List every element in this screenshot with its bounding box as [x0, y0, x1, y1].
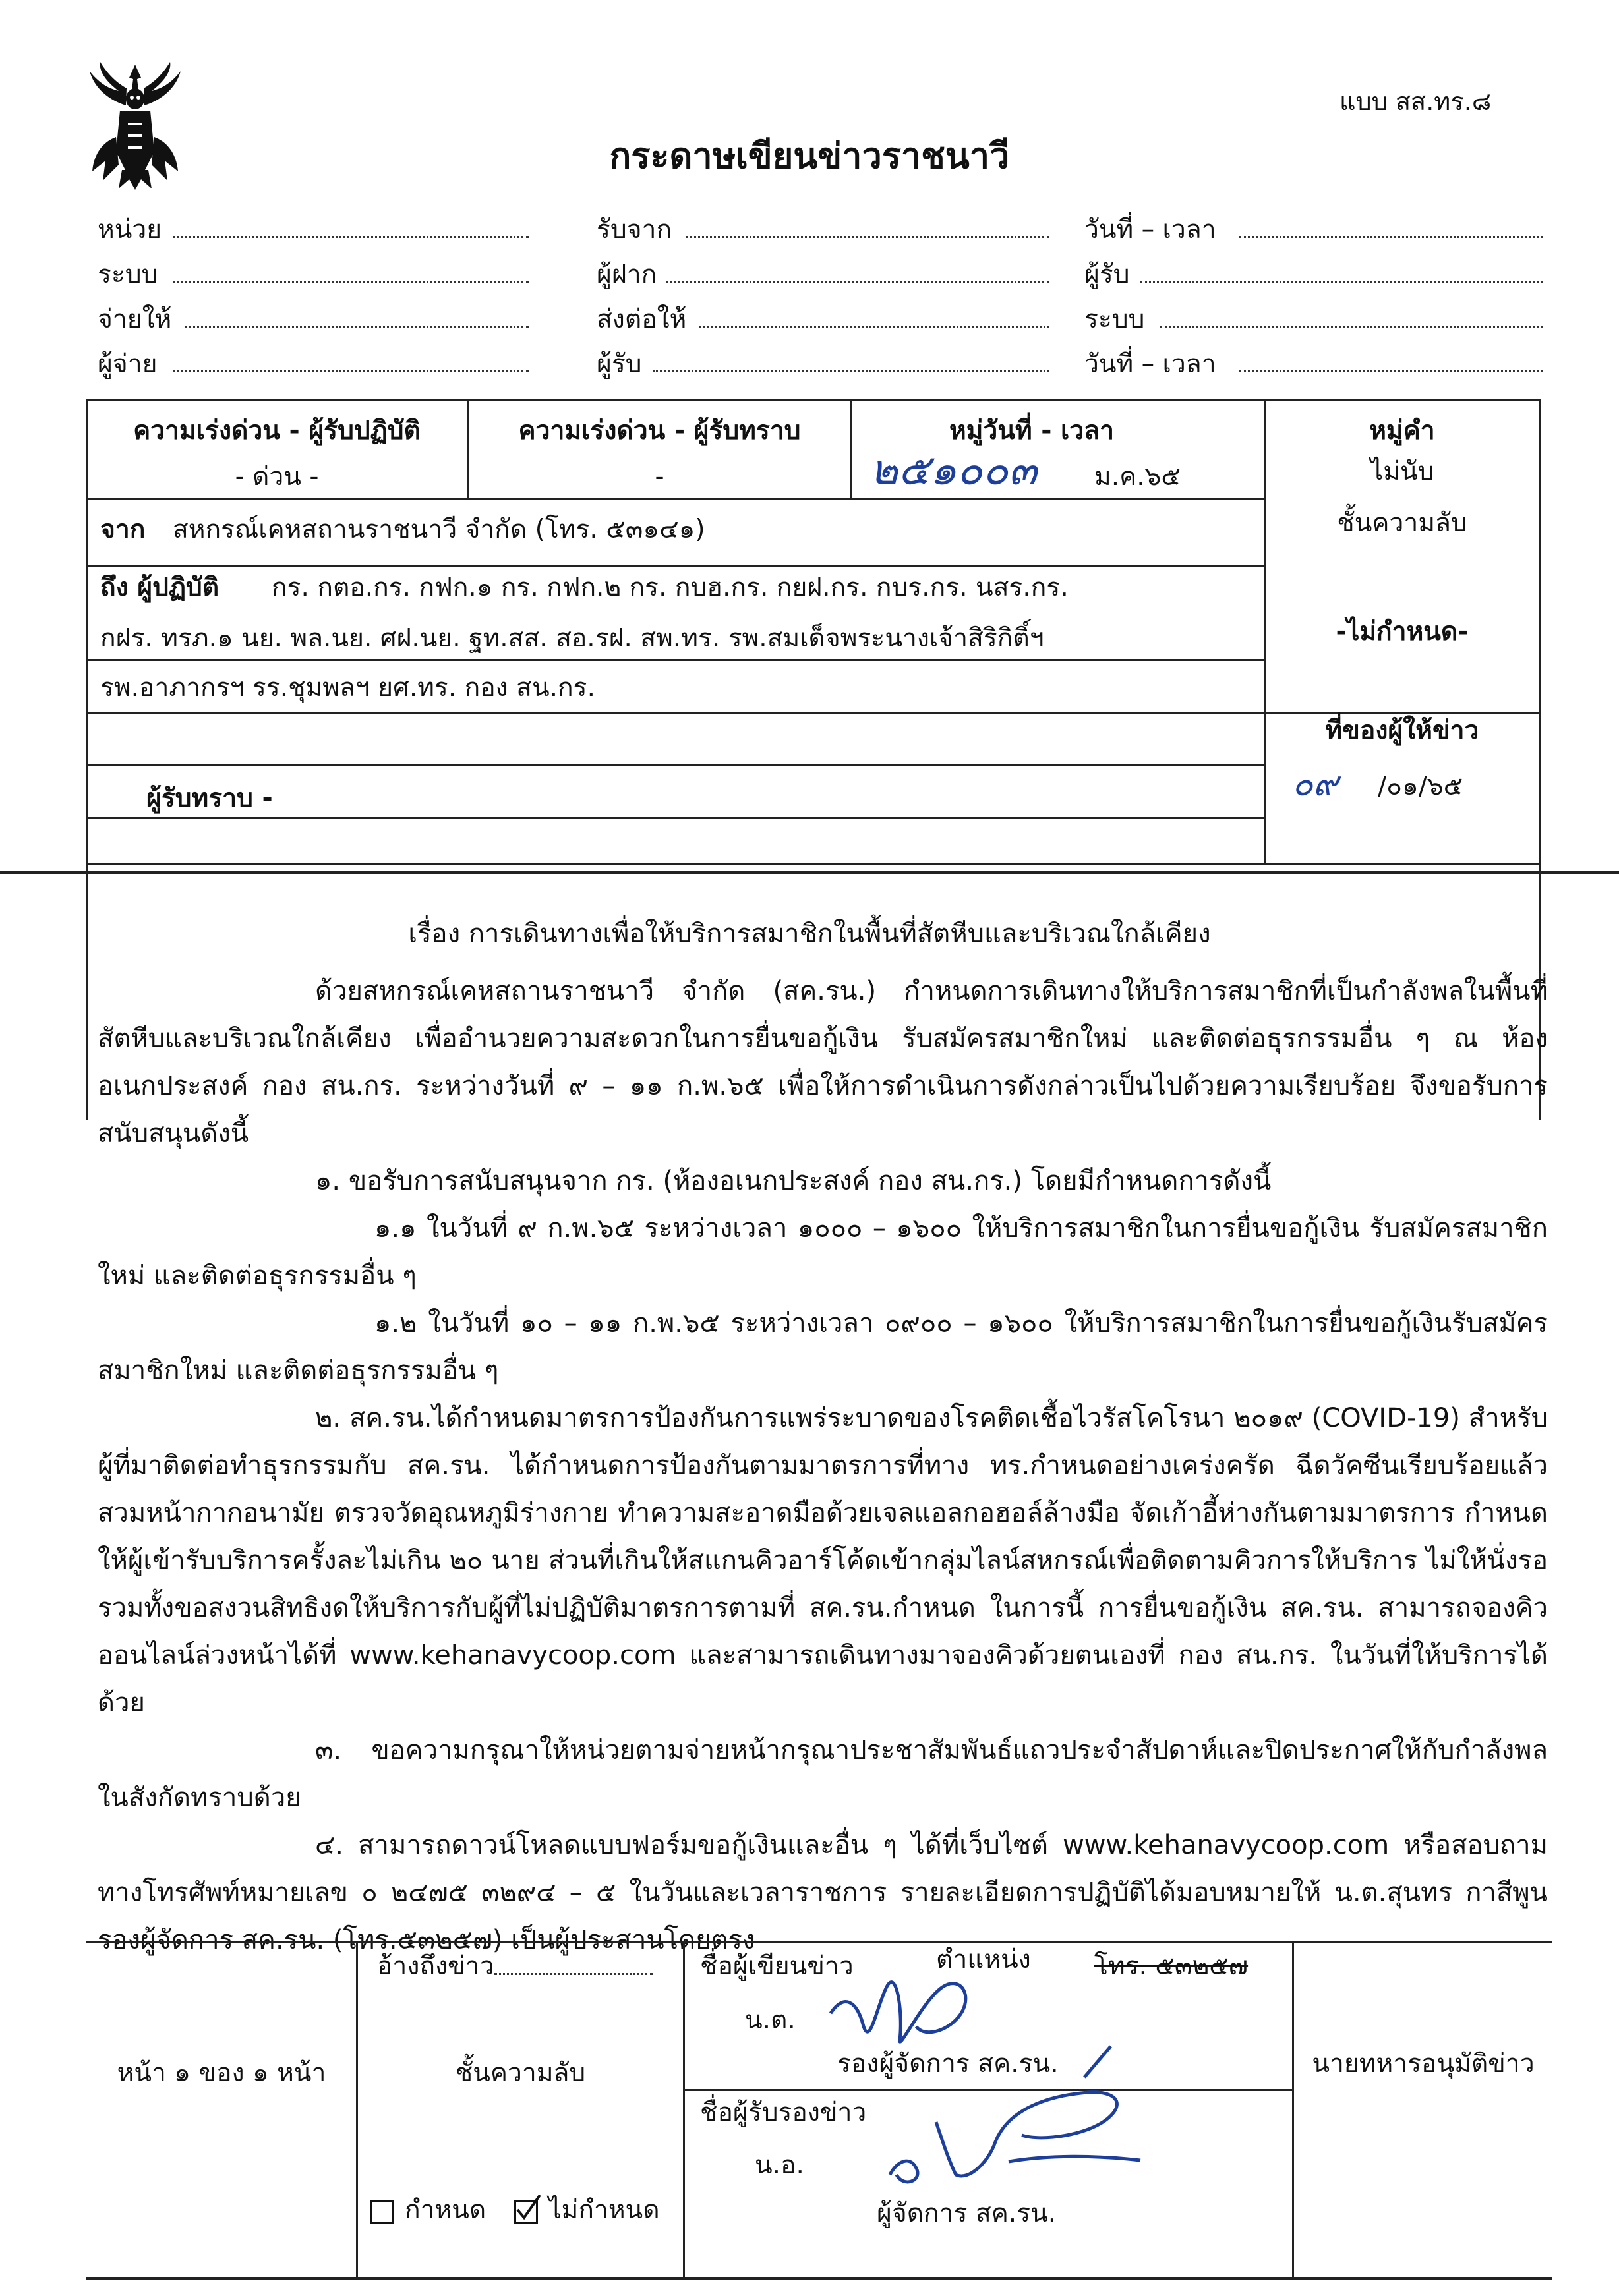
- field-datetime-label: วันที่ – เวลา: [1084, 215, 1216, 244]
- field-received-from-label: รับจาก: [597, 215, 672, 244]
- dtg-month: ม.ค.๖๕: [1094, 462, 1181, 492]
- dtg-handwritten: ๒๕๑๐๐๓: [870, 446, 1038, 495]
- table-top-border: [87, 399, 1539, 401]
- field-receiver-label: ผู้รับ: [597, 349, 642, 379]
- body-item-2: ๒. สค.รน.ได้กำหนดมาตรการป้องกันการแพร่ระบาดของโรคติดเชื้อไวรัสโคโรนา ๒๐๑๙ (COVID-19) สำหรับผู้ที่มาติดต่อทำธุรกรรมกับ สค.รน. ได้กำหนดการป้องกันตามมาตรการที่ทาง ทร.กำหนดอย่างเคร่งครัด ฉีดวัคซีนเรียบร้อยแล้ว สวมหน้ากากอนามัย ตรวจวัดอุณหภูมิร่างกาย ทำความสะอาดมือด้วยเจลแอลกอฮอล์ล้างมือ จัดเก้าอี้ห่างกันตามมาตรการ กำหนดให้ผู้เข้ารับบริการครั้งละไม่เกิน ๒๐ นาย ส่วนที่เกินให้สแกนคิวอาร์โค้ดเข้ากลุ่มไลน์สหกรณ์เพื่อติดตามคิวการให้บริการ ไม่ให้นั่งรอ รวมทั้งขอสงวนสิทธิงดให้บริการกับผู้ที่ไม่ปฏิบัติมาตรการตามที่ สค.รน.กำหนด ในการนี้ การยื่นขอกู้เงิน สค.รน. สามารถจองคิวออนไลน์ล่วงหน้าได้ที่ www.kehanavycoop.com และสามารถเดินทางมาจองคิวด้วยตนเองที่ กอง สน.กร. ในวันที่ให้บริการได้ด้วย: [98, 1403, 1548, 1718]
- row-divider-7: [87, 863, 1539, 865]
- field-datetime-dots[interactable]: [1239, 236, 1543, 238]
- writer-signature-icon: [824, 1961, 995, 2059]
- field-unit-dots[interactable]: [173, 236, 529, 238]
- body-intro: ด้วยสหกรณ์เคหสถานราชนาวี จำกัด (สค.รน.) กำหนดการเดินทางให้บริการสมาชิกที่เป็นกำลังพลในพื้นที่สัตหีบและบริเวณใกล้เคียง เพื่ออำนวยความสะดวกในการยื่นขอกู้เงิน รับสมัครสมาชิกใหม่ และติดต่อธุรกรรมอื่น ๆ ณ ห้องอเนกประสงค์ กอง สน.กร. ระหว่างวันที่ ๙ – ๑๑ ก.พ.๖๕ เพื่อให้การดำเนินการดังกล่าวเป็นไปด้วยความเรียบร้อย จึงขอรับการสนับสนุนดังนี้: [98, 976, 1548, 1149]
- approver-label: นายทหารอนุมัติข่าว: [1312, 2049, 1535, 2079]
- to-line-2: กฝร. ทรภ.๑ นย. พล.นย. ศฝ.นย. ฐท.สส. สอ.รฝ. สพ.ทร. รพ.สมเด็จพระนางเจ้าสิริกิติ์ฯ: [100, 623, 1044, 653]
- classification-value: -ไม่กำหนด-: [1336, 617, 1469, 646]
- checkbox-undefined-checked[interactable]: [514, 2200, 538, 2224]
- classification-option-undefined[interactable]: [514, 2195, 660, 2226]
- body-item-1-1: ๑.๑ ในวันที่ ๙ ก.พ.๖๕ ระหว่างเวลา ๑๐๐๐ – ๑๖๐๐ ให้บริการสมาชิกในการยื่นขอกู้เงิน รับสมัครสมาชิกใหม่ และติดต่อธุรกรรมอื่น ๆ: [98, 1213, 1548, 1291]
- certifier-signature-icon: [877, 2082, 1154, 2195]
- table-bottom-border: [0, 871, 1619, 874]
- page-info: หน้า ๑ ของ ๑ หน้า: [117, 2058, 326, 2088]
- footer-divider-1: [356, 1941, 358, 2277]
- position-label: ตำแหน่ง: [936, 1945, 1031, 1974]
- row-divider-1: [87, 498, 1265, 500]
- ref-message-label: อ้างถึงข่าว: [377, 1951, 494, 1981]
- table-divider-2: [850, 399, 852, 498]
- body-item-4: ๔. สามารถดาวน์โหลดแบบฟอร์มขอกู้เงินและอื่น ๆ ได้ที่เว็บไซต์ www.kehanavycoop.com หรือสอบถามทางโทรศัพท์หมายเลข ๐ ๒๔๗๕ ๓๒๙๔ – ๕ ในวันและเวลาราชการ รายละเอียดการปฏิบัติได้มอบหมายให้ น.ต.สุนทร กาสีพูน รองผู้จัดการ สค.รน. (โทร.๕๓๒๕๗) เป็นผู้ประสานโดยตรง: [98, 1830, 1548, 1955]
- urgency-info-value: -: [655, 462, 664, 492]
- row-divider-5: [87, 764, 1265, 766]
- field-received-from-dots[interactable]: [686, 236, 1049, 238]
- urgency-action-value: - ด่วน -: [235, 462, 319, 492]
- classification-label: ชั้นความลับ: [1337, 508, 1467, 538]
- certifier-rank: น.อ.: [755, 2150, 804, 2180]
- certifier-label: ชื่อผู้รับรองข่าว: [700, 2098, 867, 2127]
- body-item-3: ๓. ขอความกรุณาให้หน่วยตามจ่ายหน้ากรุณาประชาสัมพันธ์แถวประจำสัปดาห์และปิดประกาศให้กับกำลังพล ในสังกัดทราบด้วย: [98, 1735, 1548, 1813]
- field-system-dots[interactable]: [173, 281, 529, 283]
- footer-divider-2: [683, 1941, 685, 2277]
- field-forward-to-label: ส่งต่อให้: [597, 304, 687, 334]
- option-undefined-label: ไม่กำหนด: [548, 2195, 660, 2225]
- writer-label: ชื่อผู้เขียนข่าว: [700, 1951, 854, 1981]
- field-receiver2-dots[interactable]: [1140, 281, 1543, 283]
- field-system-label: ระบบ: [98, 260, 158, 289]
- field-pay-to-dots[interactable]: [185, 326, 529, 328]
- page-title: กระดาษเขียนข่าวราชนาวี: [609, 135, 1010, 177]
- field-depositor-dots[interactable]: [666, 281, 1049, 283]
- to-line-3: รพ.อาภากรฯ รร.ชุมพลฯ ยศ.ทร. กอง สน.กร.: [100, 673, 595, 703]
- body-item-1-2: ๑.๒ ในวันที่ ๑๐ – ๑๑ ก.พ.๖๕ ระหว่างเวลา ๐๙๐๐ – ๑๖๐๐ ให้บริการสมาชิกในการยื่นขอกู้เงินรับสมัครสมาชิกใหม่ และติดต่อธุรกรรมอื่น ๆ: [98, 1308, 1548, 1386]
- urgency-info-label: ความเร่งด่วน - ผู้รับทราบ: [518, 416, 801, 445]
- field-forward-to-dots[interactable]: [699, 326, 1049, 328]
- field-unit-label: หน่วย: [98, 215, 162, 244]
- writer-position: รองผู้จัดการ สค.รน.: [837, 2049, 1059, 2079]
- writer-phone: โทร. ๕๓๒๕๗: [1094, 1951, 1249, 1981]
- footer-top-border: [86, 1941, 1552, 1943]
- field-payer-label: ผู้จ่าย: [98, 349, 158, 379]
- subject: เรื่อง การเดินทางเพื่อให้บริการสมาชิกในพื้นที่สัตหีบและบริเวณใกล้เคียง: [408, 919, 1211, 949]
- row-divider-2: [87, 565, 1265, 567]
- to-label: ถึง ผู้ปฏิบัติ: [100, 573, 220, 602]
- footer-divider-3: [1292, 1941, 1294, 2277]
- sender-ref-hand: ๐๙: [1292, 764, 1338, 804]
- checkbox-defined[interactable]: [370, 2200, 394, 2224]
- field-payer-dots[interactable]: [173, 370, 529, 372]
- certifier-position: ผู้จัดการ สค.รน.: [877, 2198, 1057, 2228]
- row-divider-4: [87, 712, 1539, 714]
- form-code: แบบ สส.ทร.๘: [1339, 87, 1492, 116]
- field-system2-label: ระบบ: [1084, 304, 1145, 334]
- footer-bottom-border: [86, 2277, 1552, 2280]
- dtg-label: หมู่วันที่ - เวลา: [949, 416, 1115, 445]
- field-pay-to-label: จ่ายให้: [98, 304, 172, 334]
- group-count-value: ไม่นับ: [1370, 457, 1434, 486]
- classification-option-defined[interactable]: [370, 2195, 486, 2226]
- field-datetime2-label: วันที่ – เวลา: [1084, 349, 1216, 379]
- writer-rank: น.ต.: [745, 2005, 796, 2035]
- field-depositor-label: ผู้ฝาก: [597, 260, 657, 289]
- from-value: สหกรณ์เคหสถานราชนาวี จำกัด (โทร. ๕๓๑๔๑): [173, 515, 705, 544]
- ref-message-dots[interactable]: [494, 1973, 653, 1975]
- from-label: จาก: [100, 515, 146, 544]
- table-left-border: [86, 399, 88, 1120]
- field-datetime2-dots[interactable]: [1239, 370, 1543, 372]
- field-receiver2-label: ผู้รับ: [1084, 260, 1130, 289]
- row-divider-6: [87, 817, 1265, 819]
- sender-ref-label: ที่ของผู้ให้ข่าว: [1325, 716, 1479, 745]
- body-item-1: ๑. ขอรับการสนับสนุนจาก กร. (ห้องอเนกประสงค์ กอง สน.กร.) โดยมีกำหนดการดังนี้: [315, 1166, 1272, 1196]
- check-mark-icon: [1081, 2043, 1114, 2082]
- message-body: [98, 967, 1548, 1964]
- to-line-1: กร. กตอ.กร. กฟก.๑ กร. กฟก.๒ กร. กบฮ.กร. กยฝ.กร. กบร.กร. นสร.กร.: [272, 573, 1069, 602]
- field-receiver-dots[interactable]: [653, 370, 1049, 372]
- row-divider-3: [87, 659, 1265, 661]
- info-recipient-label: ผู้รับทราบ -: [146, 784, 273, 813]
- footer-classification: ชั้นความลับ: [455, 2058, 586, 2088]
- group-count-label: หมู่คำ: [1369, 416, 1435, 445]
- field-system2-dots[interactable]: [1160, 326, 1543, 328]
- sender-ref-suffix: /๐๑/๖๕: [1378, 772, 1463, 801]
- urgency-action-label: ความเร่งด่วน - ผู้รับปฏิบัติ: [133, 416, 421, 445]
- option-defined-label: กำหนด: [405, 2195, 486, 2225]
